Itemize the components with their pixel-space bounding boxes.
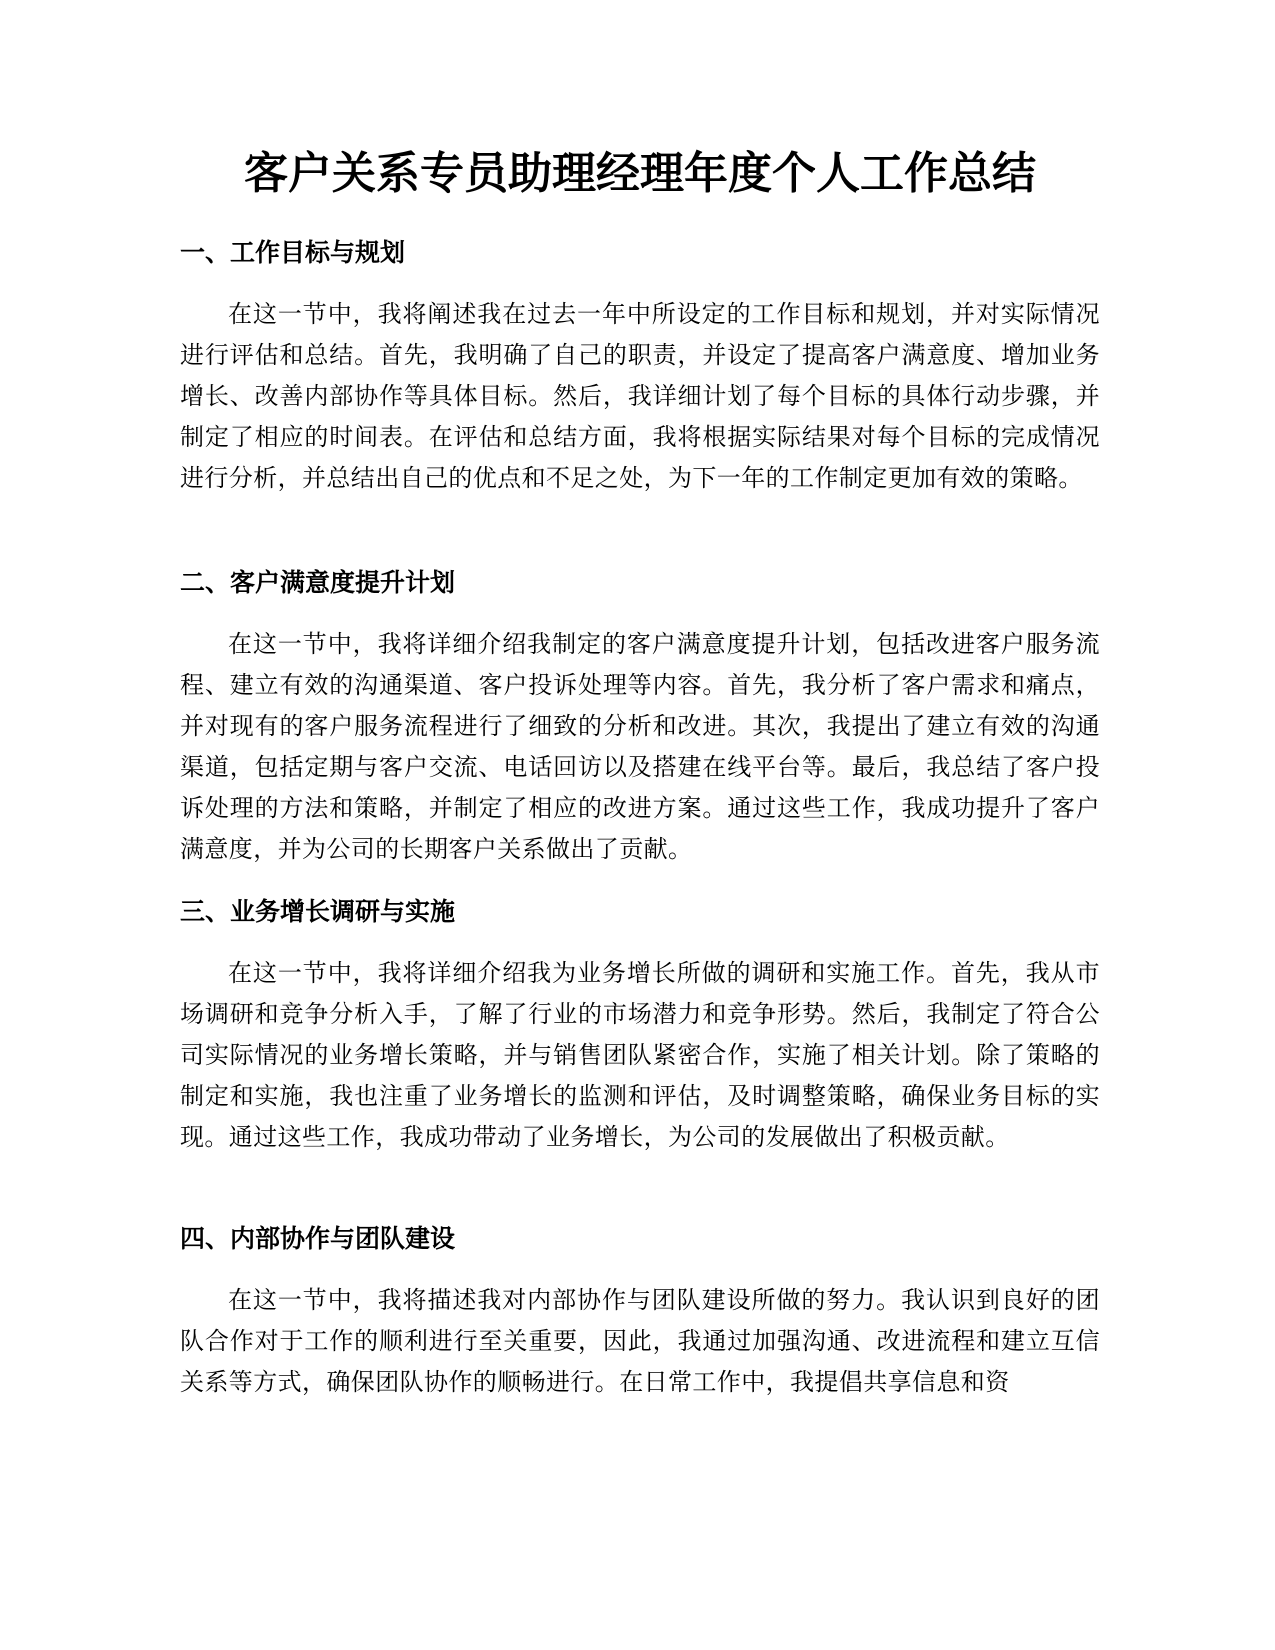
section-internal-collaboration	[180, 1222, 1100, 1403]
section-customer-satisfaction	[180, 566, 1100, 870]
section-paragraph: 在这一节中，我将详细介绍我为业务增长所做的调研和实施工作。首先，我从市场调研和竞争分析入手，了解了行业的市场潜力和竞争形势。然后，我制定了符合公司实际情况的业务增长策略，并与销售团队紧密合作，实施了相关计划。除了策略的制定和实施，我也注重了业务增长的监测和评估，及时调整策略，确保业务目标的实现。通过这些工作，我成功带动了业务增长，为公司的发展做出了积极贡献。	[180, 959, 1100, 1151]
section-paragraph: 在这一节中，我将描述我对内部协作与团队建设所做的努力。我认识到良好的团队合作对于工作的顺利进行至关重要，因此，我通过加强沟通、改进流程和建立互信关系等方式，确保团队协作的顺畅进行。在日常工作中，我提倡共享信息和资	[180, 1286, 1100, 1396]
section-work-goals	[180, 236, 1100, 499]
section-business-growth	[180, 895, 1100, 1158]
section-heading: 三、业务增长调研与实施	[180, 897, 456, 926]
section-heading: 四、内部协作与团队建设	[180, 1224, 456, 1253]
section-paragraph: 在这一节中，我将详细介绍我制定的客户满意度提升计划，包括改进客户服务流程、建立有效的沟通渠道、客户投诉处理等内容。首先，我分析了客户需求和痛点，并对现有的客户服务流程进行了细致的分析和改进。其次，我提出了建立有效的沟通渠道，包括定期与客户交流、电话回访以及搭建在线平台等。最后，我总结了客户投诉处理的方法和策略，并制定了相应的改进方案。通过这些工作，我成功提升了客户满意度，并为公司的长期客户关系做出了贡献。	[180, 630, 1100, 863]
document-title: 客户关系专员助理经理年度个人工作总结	[244, 148, 1036, 199]
section-heading: 一、工作目标与规划	[180, 238, 406, 267]
section-paragraph: 在这一节中，我将阐述我在过去一年中所设定的工作目标和规划，并对实际情况进行评估和总结。首先，我明确了自己的职责，并设定了提高客户满意度、增加业务增长、改善内部协作等具体目标。然后，我详细计划了每个目标的具体行动步骤，并制定了相应的时间表。在评估和总结方面，我将根据实际结果对每个目标的完成情况进行分析，并总结出自己的优点和不足之处，为下一年的工作制定更加有效的策略。	[180, 300, 1100, 492]
section-heading: 二、客户满意度提升计划	[180, 568, 456, 597]
